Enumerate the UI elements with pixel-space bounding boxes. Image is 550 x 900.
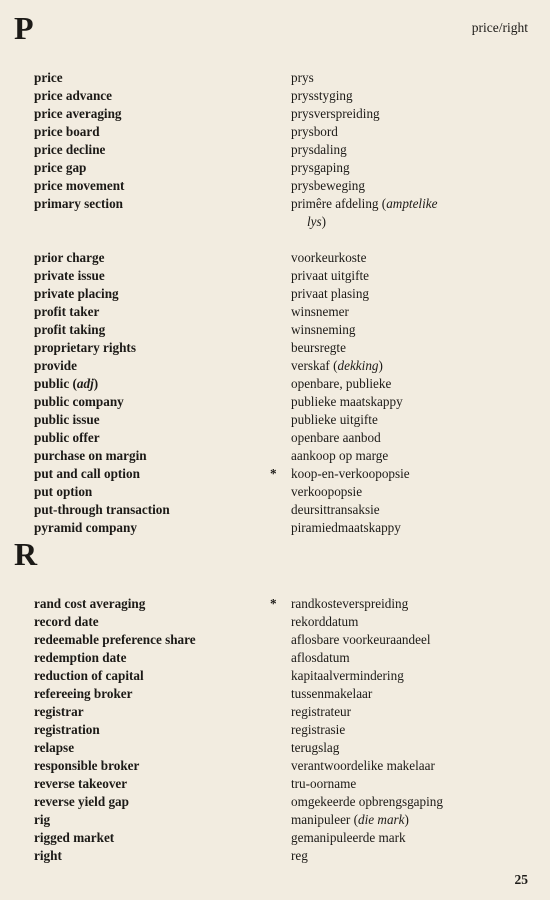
afrikaans-translation	[291, 775, 531, 793]
english-term-text: registration	[34, 722, 100, 737]
dictionary-entry	[0, 393, 550, 411]
english-term-text: public (	[34, 376, 77, 391]
afrikaans-translation	[291, 613, 531, 631]
afrikaans-translation	[291, 339, 531, 357]
afrikaans-translation	[291, 465, 531, 483]
afrikaans-text: prysstyging	[291, 88, 353, 103]
afrikaans-translation	[291, 429, 531, 447]
english-term	[34, 501, 170, 519]
english-term-text: prior charge	[34, 250, 105, 265]
afrikaans-text: aflosdatum	[291, 650, 350, 665]
afrikaans-translation	[291, 483, 531, 501]
dictionary-entry	[0, 249, 550, 267]
afrikaans-translation	[291, 105, 531, 123]
entries-r	[0, 595, 550, 865]
afrikaans-text: prysdaling	[291, 142, 347, 157]
dictionary-entry	[0, 739, 550, 757]
afrikaans-translation	[291, 303, 531, 321]
dictionary-entry	[0, 69, 550, 87]
english-term	[34, 411, 100, 429]
afrikaans-translation	[291, 249, 531, 267]
english-term-text: purchase on margin	[34, 448, 147, 463]
dictionary-entry	[0, 177, 550, 195]
english-term	[34, 519, 137, 537]
english-term-text: price averaging	[34, 106, 122, 121]
afrikaans-text: voorkeurkoste	[291, 250, 367, 265]
english-term	[34, 775, 127, 793]
english-term-text: public company	[34, 394, 124, 409]
afrikaans-translation	[291, 159, 531, 177]
english-term-text: record date	[34, 614, 99, 629]
english-term-text: private placing	[34, 286, 119, 301]
afrikaans-text: winsneming	[291, 322, 356, 337]
dictionary-entry	[0, 465, 550, 483]
afrikaans-text: primêre afdeling (	[291, 196, 387, 211]
english-term	[34, 429, 100, 447]
english-term-text: redemption date	[34, 650, 127, 665]
english-term-text: price gap	[34, 160, 87, 175]
english-term-text: profit taker	[34, 304, 100, 319]
english-term-text: provide	[34, 358, 77, 373]
page-number: 25	[514, 872, 528, 887]
dictionary-entry	[0, 667, 550, 685]
afrikaans-text: prysbord	[291, 124, 338, 139]
dictionary-entry	[0, 375, 550, 393]
afrikaans-text: prys	[291, 70, 314, 85]
dictionary-entry	[0, 267, 550, 285]
english-term-text: put-through transaction	[34, 502, 170, 517]
english-term	[34, 685, 133, 703]
afrikaans-translation	[291, 267, 531, 285]
english-term-text: primary section	[34, 196, 123, 211]
english-term-text: responsible broker	[34, 758, 140, 773]
afrikaans-text: aflosbare voorkeuraandeel	[291, 632, 431, 647]
dictionary-entry	[0, 501, 550, 519]
afrikaans-text: verkoopopsie	[291, 484, 363, 499]
english-term	[34, 249, 104, 267]
english-term-text: public issue	[34, 412, 100, 427]
afrikaans-italic: dekking	[337, 358, 379, 373]
english-term	[34, 303, 99, 321]
afrikaans-text: openbare, publieke	[291, 376, 392, 391]
afrikaans-text: publieke maatskappy	[291, 394, 403, 409]
afrikaans-text: omgekeerde opbrengsgaping	[291, 794, 443, 809]
english-term	[34, 483, 92, 501]
english-term	[34, 393, 124, 411]
english-term	[34, 87, 112, 105]
english-term-text: rigged market	[34, 830, 115, 845]
afrikaans-italic: lys	[307, 214, 322, 229]
english-term-text: right	[34, 848, 62, 863]
afrikaans-text: prysgaping	[291, 160, 350, 175]
afrikaans-text: beursregte	[291, 340, 346, 355]
afrikaans-translation	[291, 847, 531, 865]
english-term-text: rand cost averaging	[34, 596, 146, 611]
dictionary-entry	[0, 195, 550, 231]
english-term	[34, 703, 84, 721]
afrikaans-translation	[291, 411, 531, 429]
dictionary-entry	[0, 519, 550, 537]
afrikaans-text: terugslag	[291, 740, 340, 755]
english-term-text: price	[34, 70, 63, 85]
afrikaans-text: privaat uitgifte	[291, 268, 369, 283]
afrikaans-text: deursittransaksie	[291, 502, 380, 517]
afrikaans-translation	[291, 321, 531, 339]
afrikaans-text: openbare aanbod	[291, 430, 381, 445]
afrikaans-text: prysverspreiding	[291, 106, 380, 121]
afrikaans-suffix: )	[404, 812, 409, 827]
english-term-text: reverse takeover	[34, 776, 128, 791]
section-letter-r: R	[14, 536, 38, 572]
english-term-text: put and call option	[34, 466, 140, 481]
english-term-text: rig	[34, 812, 51, 827]
english-term	[34, 357, 77, 375]
afrikaans-translation	[291, 375, 531, 393]
afrikaans-translation	[291, 87, 531, 105]
english-term-text: reduction of capital	[34, 668, 144, 683]
english-term	[34, 141, 105, 159]
afrikaans-text: rekorddatum	[291, 614, 359, 629]
dictionary-entry	[0, 775, 550, 793]
english-term	[34, 829, 114, 847]
afrikaans-translation	[291, 357, 531, 375]
english-term	[34, 613, 99, 631]
afrikaans-text: winsnemer	[291, 304, 349, 319]
english-term	[34, 847, 62, 865]
dictionary-entry	[0, 483, 550, 501]
dictionary-entry	[0, 429, 550, 447]
afrikaans-text: gemanipuleerde mark	[291, 830, 406, 845]
english-term-italic: adj	[76, 376, 94, 391]
afrikaans-text: privaat plasing	[291, 286, 370, 301]
english-term	[34, 177, 124, 195]
english-term	[34, 447, 147, 465]
dictionary-entry	[0, 685, 550, 703]
afrikaans-translation	[291, 721, 531, 739]
english-term-text: relapse	[34, 740, 75, 755]
english-term	[34, 339, 136, 357]
afrikaans-translation	[291, 685, 531, 703]
afrikaans-text: aankoop op marge	[291, 448, 389, 463]
afrikaans-text: prysbeweging	[291, 178, 365, 193]
dictionary-entry	[0, 411, 550, 429]
afrikaans-text: registrateur	[291, 704, 352, 719]
afrikaans-translation	[291, 793, 531, 811]
dictionary-entry	[0, 321, 550, 339]
afrikaans-translation	[291, 141, 531, 159]
dictionary-entry	[0, 159, 550, 177]
afrikaans-text: randkosteverspreiding	[291, 596, 409, 611]
afrikaans-translation	[291, 631, 531, 649]
english-term	[34, 285, 119, 303]
english-term	[34, 811, 50, 829]
afrikaans-translation	[291, 393, 531, 411]
english-term	[34, 267, 105, 285]
english-term	[34, 123, 100, 141]
afrikaans-suffix: )	[378, 358, 383, 373]
afrikaans-translation	[291, 595, 531, 613]
afrikaans-text: koop-en-verkoopopsie	[291, 466, 410, 481]
dictionary-entry	[0, 631, 550, 649]
dictionary-entry	[0, 793, 550, 811]
entries-p	[0, 69, 550, 537]
english-term	[34, 159, 86, 177]
afrikaans-text: manipuleer (	[291, 812, 359, 827]
dictionary-entry	[0, 123, 550, 141]
english-term	[34, 739, 74, 757]
section-letter-p: P	[14, 10, 34, 46]
afrikaans-text: kapitaalvermindering	[291, 668, 404, 683]
afrikaans-translation	[291, 501, 531, 519]
dictionary-entry	[0, 595, 550, 613]
afrikaans-text: piramiedmaatskappy	[291, 520, 401, 535]
afrikaans-continuation	[291, 213, 531, 231]
afrikaans-translation	[291, 123, 531, 141]
afrikaans-text: publieke uitgifte	[291, 412, 378, 427]
english-term-text: put option	[34, 484, 93, 499]
afrikaans-text: tru-oorname	[291, 776, 357, 791]
english-term-text: price advance	[34, 88, 113, 103]
english-term	[34, 465, 140, 483]
afrikaans-translation	[291, 667, 531, 685]
afrikaans-translation	[291, 829, 531, 847]
afrikaans-translation	[291, 519, 531, 537]
english-term-text: proprietary rights	[34, 340, 136, 355]
afrikaans-translation	[291, 195, 531, 231]
afrikaans-translation	[291, 69, 531, 87]
afrikaans-translation	[291, 811, 531, 829]
dictionary-entry	[0, 141, 550, 159]
afrikaans-translation	[291, 703, 531, 721]
afrikaans-translation	[291, 649, 531, 667]
english-term	[34, 649, 126, 667]
afrikaans-italic: die mark	[358, 812, 405, 827]
english-term-text: public offer	[34, 430, 100, 445]
afrikaans-text: verskaf (	[291, 358, 338, 373]
dictionary-entry	[0, 847, 550, 865]
afrikaans-suffix: )	[321, 214, 327, 229]
english-term	[34, 631, 196, 649]
english-term-text: profit taking	[34, 322, 106, 337]
dictionary-entry	[0, 829, 550, 847]
dictionary-entry	[0, 649, 550, 667]
english-term-text: redeemable preference share	[34, 632, 196, 647]
english-term	[34, 195, 123, 213]
dictionary-entry	[0, 105, 550, 123]
english-term-text: registrar	[34, 704, 84, 719]
afrikaans-text: reg	[291, 848, 308, 863]
dictionary-entry	[0, 811, 550, 829]
english-term-text: refereeing broker	[34, 686, 133, 701]
afrikaans-translation	[291, 285, 531, 303]
english-term-text: pyramid company	[34, 520, 137, 535]
english-term	[34, 757, 139, 775]
running-head: price/right	[471, 20, 528, 35]
asterisk-marker: *	[270, 466, 277, 481]
afrikaans-text: verantwoordelike makelaar	[291, 758, 435, 773]
afrikaans-translation	[291, 739, 531, 757]
english-term	[34, 667, 144, 685]
dictionary-entry	[0, 357, 550, 375]
dictionary-entry	[0, 339, 550, 357]
afrikaans-text: registrasie	[291, 722, 346, 737]
english-term-text: price movement	[34, 178, 125, 193]
dictionary-entry	[0, 303, 550, 321]
english-term-suffix: )	[93, 376, 99, 391]
afrikaans-translation	[291, 447, 531, 465]
english-term-text: price board	[34, 124, 100, 139]
english-term	[34, 793, 129, 811]
dictionary-entry	[0, 447, 550, 465]
english-term	[34, 321, 105, 339]
dictionary-entry	[0, 87, 550, 105]
english-term-text: private issue	[34, 268, 105, 283]
afrikaans-text: tussenmakelaar	[291, 686, 373, 701]
english-term	[34, 721, 100, 739]
english-term	[34, 69, 63, 87]
english-term-text: price decline	[34, 142, 106, 157]
asterisk-marker: *	[270, 596, 277, 611]
english-term	[34, 105, 122, 123]
english-term	[34, 375, 98, 393]
dictionary-entry	[0, 757, 550, 775]
dictionary-entry	[0, 703, 550, 721]
english-term	[34, 595, 145, 613]
dictionary-entry	[0, 721, 550, 739]
afrikaans-translation	[291, 177, 531, 195]
entry-gap	[0, 231, 550, 249]
english-term-text: reverse yield gap	[34, 794, 129, 809]
afrikaans-translation	[291, 757, 531, 775]
dictionary-entry	[0, 285, 550, 303]
afrikaans-italic: amptelike	[386, 196, 438, 211]
dictionary-entry	[0, 613, 550, 631]
